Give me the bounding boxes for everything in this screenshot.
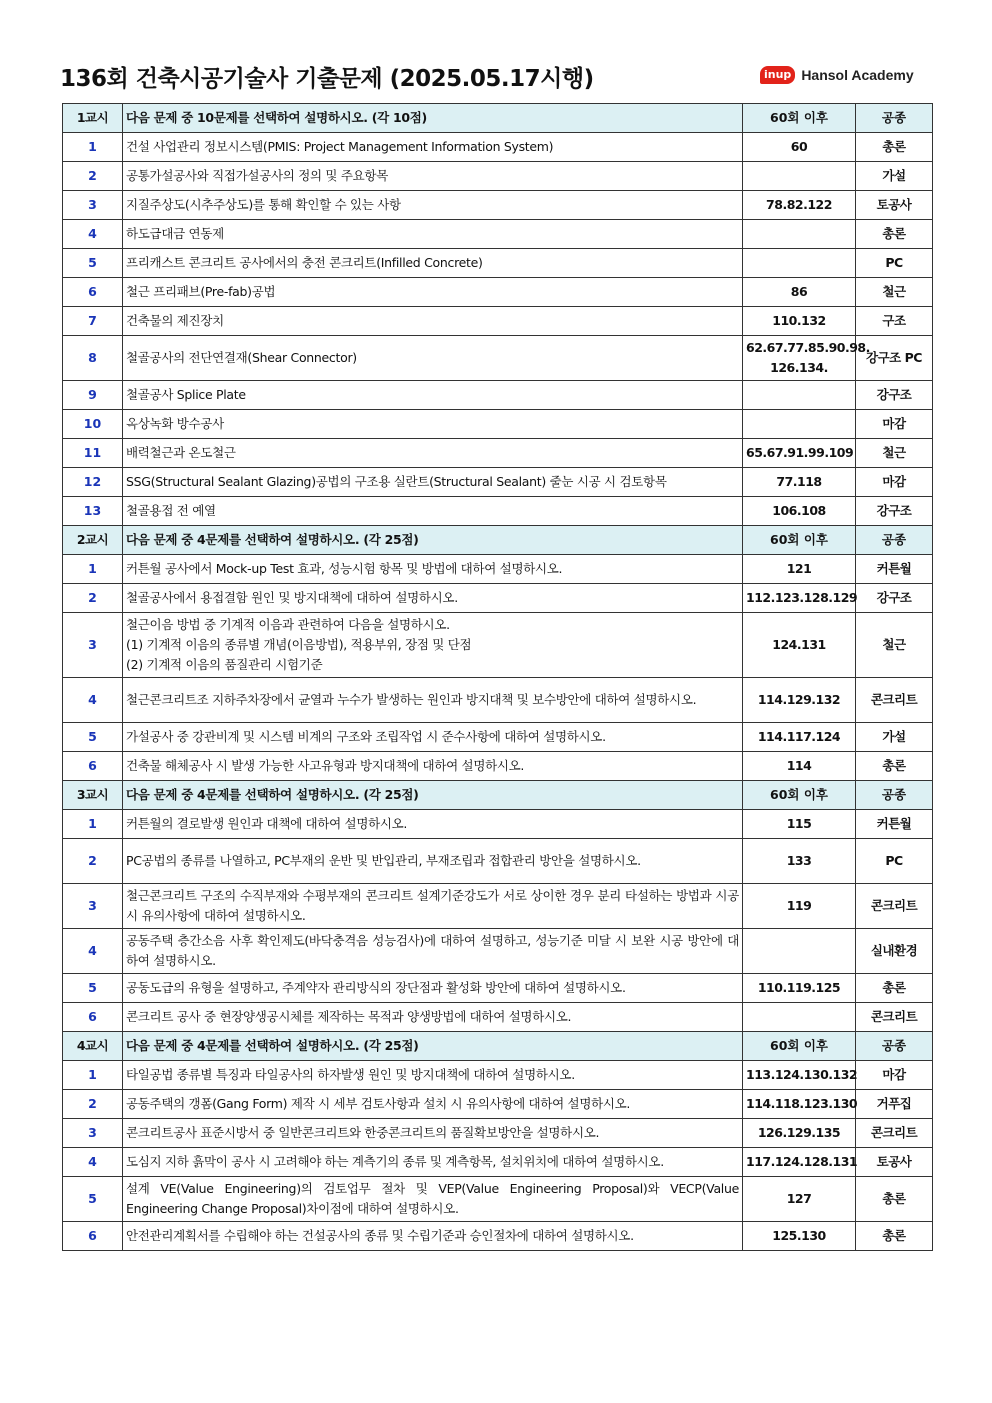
work-category: 거푸집 [856,1090,933,1119]
previous-rounds: 114.129.132 [743,678,856,723]
question-text: 철근콘크리트 구조의 수직부재와 수평부재의 콘크리트 설계기준강도가 서로 상이한 경우 분리 타설하는 방법과 시공 시 유의사항에 대하여 설명하시오. [123,884,743,929]
ref-column-header: 60회 이후 [743,104,856,133]
question-row [63,1222,933,1251]
question-text: 철근이음 방법 중 기계적 이음과 관련하여 다음을 설명하시오. (1) 기계적 이음의 종류별 개념(이음방법), 적용부위, 장점 및 단점 (2) 기계적 이음의 품질관리 시험기준 [123,613,743,678]
session-label: 4교시 [63,1032,123,1061]
session-label: 3교시 [63,781,123,810]
question-row [63,1148,933,1177]
question-number: 3 [63,613,123,678]
question-row [63,249,933,278]
question-text: 하도급대금 연동제 [123,220,743,249]
work-category: 구조 [856,307,933,336]
ref-column-header: 60회 이후 [743,526,856,555]
question-number: 3 [63,191,123,220]
question-number: 6 [63,1222,123,1251]
question-number: 8 [63,336,123,381]
question-row [63,884,933,929]
work-category: PC [856,249,933,278]
question-row [63,191,933,220]
session-label: 2교시 [63,526,123,555]
previous-rounds: 121 [743,555,856,584]
category-column-header: 공종 [856,1032,933,1061]
question-text: 설계 VE(Value Engineering)의 검토업무 절차 및 VEP(Value Engineering Proposal)와 VECP(Value Engineering Change Proposal)차이점에 대하여 설명하시오. [123,1177,743,1222]
question-row [63,307,933,336]
previous-rounds: 117.124.128.131 [743,1148,856,1177]
question-text: 공동주택의 갱폼(Gang Form) 제작 시 세부 검토사항과 설치 시 유의사항에 대하여 설명하시오. [123,1090,743,1119]
previous-rounds: 106.108 [743,497,856,526]
work-category: 강구조 PC [856,336,933,381]
question-text: 철골공사의 전단연결재(Shear Connector) [123,336,743,381]
work-category: 총론 [856,1177,933,1222]
question-row [63,468,933,497]
ref-column-header: 60회 이후 [743,781,856,810]
question-text: 철골용접 전 예열 [123,497,743,526]
question-text: 철근 프리패브(Pre-fab)공법 [123,278,743,307]
question-row [63,752,933,781]
question-text: 가설공사 중 강관비계 및 시스템 비계의 구조와 조립작업 시 준수사항에 대하여 설명하시오. [123,723,743,752]
previous-rounds: 62.67.77.85.90.98. 126.134. [743,336,856,381]
previous-rounds: 113.124.130.132 [743,1061,856,1090]
question-number: 2 [63,839,123,884]
question-text: 건축물 해체공사 시 발생 가능한 사고유형과 방지대책에 대하여 설명하시오. [123,752,743,781]
question-number: 4 [63,678,123,723]
previous-rounds: 126.129.135 [743,1119,856,1148]
previous-rounds [743,220,856,249]
question-number: 2 [63,1090,123,1119]
question-row [63,555,933,584]
question-number: 6 [63,1003,123,1032]
previous-rounds [743,249,856,278]
question-number: 6 [63,278,123,307]
question-text: 커튼월 공사에서 Mock-up Test 효과, 성능시험 항목 및 방법에 대하여 설명하시오. [123,555,743,584]
work-category: PC [856,839,933,884]
previous-rounds [743,381,856,410]
question-text: 건설 사업관리 정보시스템(PMIS: Project Management Information System) [123,133,743,162]
question-text: PC공법의 종류를 나열하고, PC부재의 운반 및 반입관리, 부재조립과 접합관리 방안을 설명하시오. [123,839,743,884]
question-number: 3 [63,1119,123,1148]
work-category: 총론 [856,220,933,249]
question-number: 1 [63,810,123,839]
session-header-row [63,781,933,810]
question-text: 철골공사 Splice Plate [123,381,743,410]
question-row [63,613,933,678]
previous-rounds: 133 [743,839,856,884]
question-text: 커튼월의 결로발생 원인과 대책에 대하여 설명하시오. [123,810,743,839]
question-text: SSG(Structural Sealant Glazing)공법의 구조용 실란트(Structural Sealant) 줄눈 시공 시 검토항목 [123,468,743,497]
work-category: 철근 [856,613,933,678]
brand-name: Hansol Academy [801,67,914,83]
work-category: 커튼월 [856,555,933,584]
work-category: 가설 [856,162,933,191]
work-category: 커튼월 [856,810,933,839]
question-text: 콘크리트 공사 중 현장양생공시체를 제작하는 목적과 양생방법에 대하여 설명하시오. [123,1003,743,1032]
question-row [63,336,933,381]
work-category: 철근 [856,439,933,468]
work-category: 총론 [856,133,933,162]
question-row [63,497,933,526]
work-category: 강구조 [856,497,933,526]
question-text: 안전관리계획서를 수립해야 하는 건설공사의 종류 및 수립기준과 승인절차에 대하여 설명하시오. [123,1222,743,1251]
session-instruction: 다음 문제 중 4문제를 선택하여 설명하시오. (각 25점) [123,781,743,810]
question-text: 공동주택 층간소음 사후 확인제도(바닥충격음 성능검사)에 대하여 설명하고, 성능기준 미달 시 보완 시공 방안에 대하여 설명하시오. [123,929,743,974]
previous-rounds: 112.123.128.129 [743,584,856,613]
previous-rounds: 114.117.124 [743,723,856,752]
question-number: 4 [63,1148,123,1177]
previous-rounds: 115 [743,810,856,839]
question-number: 5 [63,249,123,278]
question-number: 3 [63,884,123,929]
work-category: 콘크리트 [856,884,933,929]
session-instruction: 다음 문제 중 4문제를 선택하여 설명하시오. (각 25점) [123,526,743,555]
work-category: 마감 [856,1061,933,1090]
question-number: 9 [63,381,123,410]
work-category: 토공사 [856,1148,933,1177]
question-text: 타일공법 종류별 특징과 타일공사의 하자발생 원인 및 방지대책에 대하여 설명하시오. [123,1061,743,1090]
question-text: 도심지 지하 흙막이 공사 시 고려해야 하는 계측기의 종류 및 계측항목, 설치위치에 대하여 설명하시오. [123,1148,743,1177]
session-instruction: 다음 문제 중 10문제를 선택하여 설명하시오. (각 10점) [123,104,743,133]
exam-table [62,103,933,1251]
work-category: 마감 [856,410,933,439]
previous-rounds: 114 [743,752,856,781]
brand-logo: inup [760,66,795,84]
question-number: 2 [63,162,123,191]
session-header-row [63,104,933,133]
question-number: 4 [63,929,123,974]
previous-rounds [743,410,856,439]
work-category: 토공사 [856,191,933,220]
work-category: 콘크리트 [856,1119,933,1148]
previous-rounds: 124.131 [743,613,856,678]
previous-rounds: 110.132 [743,307,856,336]
question-number: 12 [63,468,123,497]
question-row [63,162,933,191]
question-row [63,810,933,839]
question-row [63,1003,933,1032]
question-number: 5 [63,974,123,1003]
question-row [63,220,933,249]
previous-rounds [743,929,856,974]
work-category: 강구조 [856,584,933,613]
question-number: 10 [63,410,123,439]
previous-rounds: 60 [743,133,856,162]
category-column-header: 공종 [856,781,933,810]
question-number: 1 [63,133,123,162]
work-category: 마감 [856,468,933,497]
question-text: 철근콘크리트조 지하주차장에서 균열과 누수가 발생하는 원인과 방지대책 및 보수방안에 대하여 설명하시오. [123,678,743,723]
session-header-row [63,1032,933,1061]
question-number: 13 [63,497,123,526]
question-row [63,133,933,162]
question-text: 건축물의 제진장치 [123,307,743,336]
previous-rounds [743,1003,856,1032]
page-title: 136회 건축시공기술사 기출문제 (2025.05.17시행) [60,66,594,92]
question-text: 철골공사에서 용접결함 원인 및 방지대책에 대하여 설명하시오. [123,584,743,613]
question-text: 배력철근과 온도철근 [123,439,743,468]
previous-rounds: 86 [743,278,856,307]
question-row [63,278,933,307]
question-row [63,974,933,1003]
session-header-row [63,526,933,555]
work-category: 총론 [856,752,933,781]
question-text: 프리캐스트 콘크리트 공사에서의 충전 콘크리트(Infilled Concrete) [123,249,743,278]
question-number: 7 [63,307,123,336]
previous-rounds: 125.130 [743,1222,856,1251]
question-text: 콘크리트공사 표준시방서 중 일반콘크리트와 한중콘크리트의 품질확보방안을 설명하시오. [123,1119,743,1148]
work-category: 실내환경 [856,929,933,974]
previous-rounds: 114.118.123.130 [743,1090,856,1119]
work-category: 철근 [856,278,933,307]
category-column-header: 공종 [856,526,933,555]
question-text: 지질주상도(시추주상도)를 통해 확인할 수 있는 사항 [123,191,743,220]
question-row [63,929,933,974]
question-text: 공통가설공사와 직접가설공사의 정의 및 주요항목 [123,162,743,191]
ref-column-header: 60회 이후 [743,1032,856,1061]
work-category: 총론 [856,1222,933,1251]
previous-rounds: 78.82.122 [743,191,856,220]
question-number: 4 [63,220,123,249]
previous-rounds [743,162,856,191]
brand [760,66,914,84]
question-text: 옥상녹화 방수공사 [123,410,743,439]
question-row [63,410,933,439]
question-row [63,439,933,468]
session-instruction: 다음 문제 중 4문제를 선택하여 설명하시오. (각 25점) [123,1032,743,1061]
question-text: 공동도급의 유형을 설명하고, 주계약자 관리방식의 장단점과 활성화 방안에 대하여 설명하시오. [123,974,743,1003]
work-category: 콘크리트 [856,1003,933,1032]
work-category: 콘크리트 [856,678,933,723]
question-row [63,1119,933,1148]
category-column-header: 공종 [856,104,933,133]
previous-rounds: 65.67.91.99.109 [743,439,856,468]
question-row [63,678,933,723]
question-number: 5 [63,723,123,752]
question-number: 1 [63,1061,123,1090]
question-number: 11 [63,439,123,468]
previous-rounds: 119 [743,884,856,929]
question-number: 5 [63,1177,123,1222]
work-category: 총론 [856,974,933,1003]
previous-rounds: 77.118 [743,468,856,497]
session-label: 1교시 [63,104,123,133]
question-row [63,1177,933,1222]
question-row [63,381,933,410]
question-row [63,584,933,613]
work-category: 강구조 [856,381,933,410]
question-number: 6 [63,752,123,781]
work-category: 가설 [856,723,933,752]
previous-rounds: 127 [743,1177,856,1222]
question-row [63,1061,933,1090]
previous-rounds: 110.119.125 [743,974,856,1003]
question-number: 2 [63,584,123,613]
question-row [63,839,933,884]
question-row [63,723,933,752]
question-row [63,1090,933,1119]
question-number: 1 [63,555,123,584]
